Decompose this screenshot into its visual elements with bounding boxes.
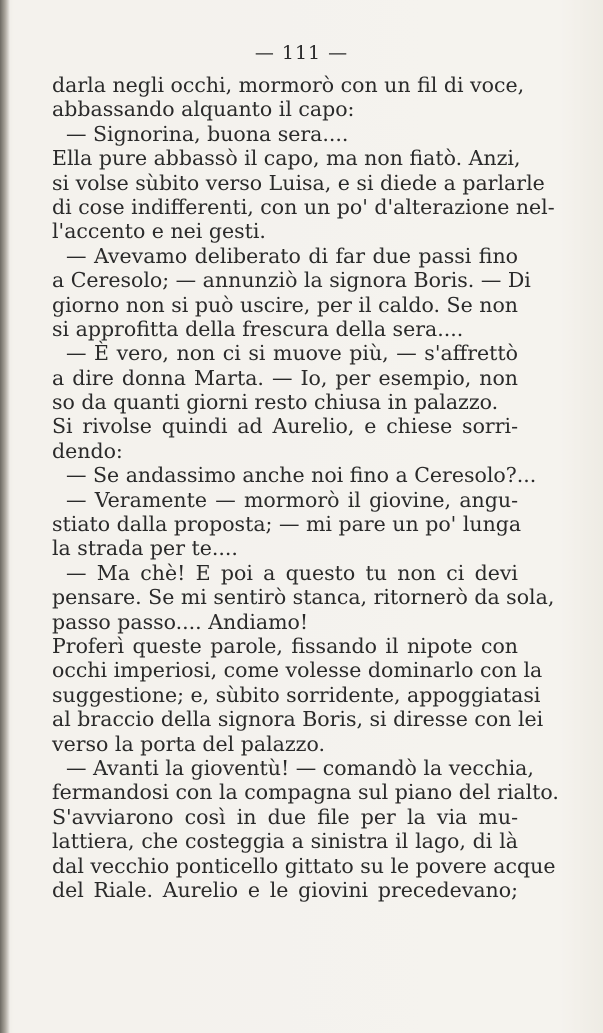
text-line: si approfitta della frescura della sera.... — [52, 316, 464, 341]
text-line: passo passo.... Andiamo! — [52, 609, 309, 634]
text-line: verso la porta del palazzo. — [52, 731, 325, 756]
text-line: dal vecchio ponticello gittato su le povere acque — [52, 853, 556, 878]
text-line: — Ma chè! E poi a questo tu non ci devi — [66, 560, 518, 585]
text-line: occhi imperiosi, come volesse dominarlo con la — [52, 658, 543, 683]
body-text — [52, 73, 559, 902]
text-line: l'accento e nei gesti. — [52, 219, 266, 244]
text-line: — Avanti la gioventù! — comandò la vecchia, — [66, 755, 534, 780]
text-line: pensare. Se mi sentirò stanca, ritornerò da sola, — [52, 585, 555, 610]
text-line: a dire donna Marta. — Io, per esempio, non — [52, 365, 518, 390]
page-number: — 111 — — [254, 42, 349, 64]
text-line: si volse sùbito verso Luisa, e si diede a parlarle — [52, 170, 545, 195]
text-line: dendo: — [52, 438, 123, 463]
text-line: — Avevamo deliberato di far due passi fino — [66, 243, 518, 268]
text-line: giorno non si può uscire, per il caldo. Se non — [52, 292, 518, 317]
page-spine-shadow — [0, 0, 10, 1033]
text-line: suggestione; e, sùbito sorridente, appoggiatasi — [52, 682, 541, 707]
text-line: — È vero, non ci si muove più, — s'affrettò — [66, 341, 518, 366]
text-line: fermandosi con la compagna sul piano del rialto. — [52, 780, 559, 805]
text-line: al braccio della signora Boris, si diresse con lei — [52, 707, 544, 732]
text-line: darla negli occhi, mormorò con un fil di voce, — [52, 73, 525, 97]
text-line: stiato dalla proposta; — mi pare un po' lunga — [52, 512, 522, 537]
text-line: del Riale. Aurelio e le giovini precedevano; — [52, 877, 518, 902]
text-line: Si rivolse quindi ad Aurelio, e chiese sorri- — [52, 414, 518, 439]
text-line: — Se andassimo anche noi fino a Ceresolo?... — [66, 463, 537, 488]
text-line: S'avviarono così in due file per la via mu- — [52, 804, 518, 829]
text-line: — Signorina, buona sera.... — [66, 121, 349, 146]
text-line: Proferì queste parole, fissando il nipote con — [52, 633, 518, 658]
text-line: abbassando alquanto il capo: — [52, 97, 355, 122]
text-line: Ella pure abbassò il capo, ma non fiatò. Anzi, — [52, 146, 521, 171]
text-line: lattiera, che costeggia a sinistra il lago, di là — [52, 829, 518, 854]
text-line: a Ceresolo; — annunziò la signora Boris. — Di — [52, 268, 531, 293]
text-line: di cose indifferenti, con un po' d'alterazione nel- — [52, 194, 555, 219]
text-line: la strada per te.... — [52, 536, 238, 561]
text-line: so da quanti giorni resto chiusa in palazzo. — [52, 390, 499, 415]
text-line: — Veramente — mormorò il giovine, angu- — [66, 487, 518, 512]
